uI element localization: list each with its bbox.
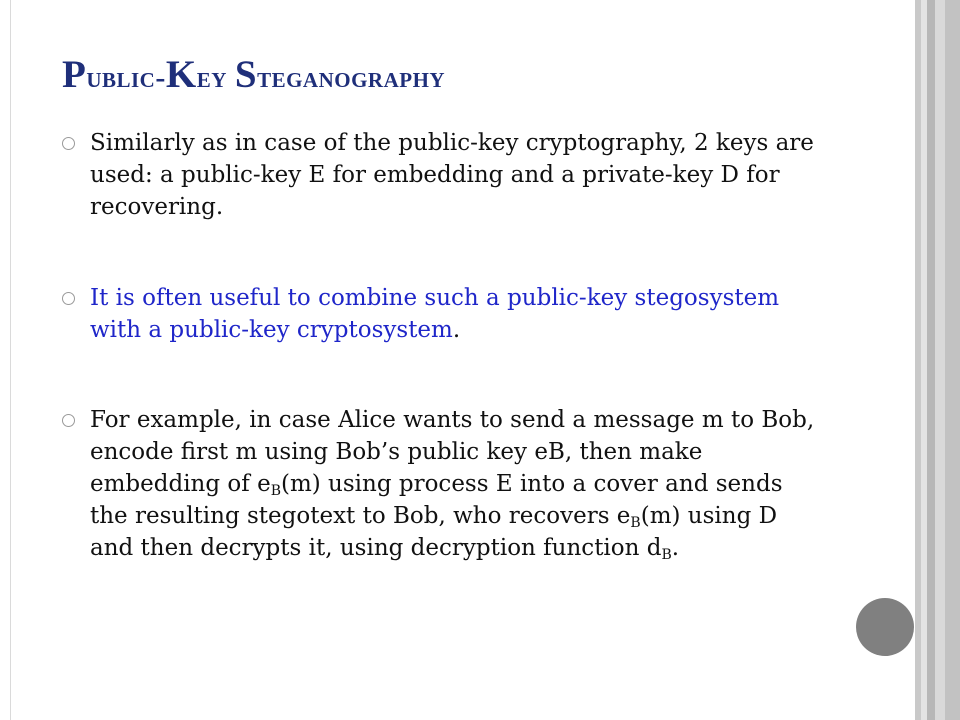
bullet-text: Similarly as in case of the public-key cryptography, 2 keys are used: a public-key E for embedding and a private-key D for recovering. xyxy=(90,130,814,220)
side-bar-3 xyxy=(927,0,935,720)
bullet-text: For example, in case Alice wants to send a message m to Bob, encode first m using Bob’s public key eB, then make embedding of $e_B(m)$ using process E into a cover and sends the resulting stegotext to Bob, who recovers $e_B(m)$ using D and then decrypts it, using decryption function $d_B$. xyxy=(90,407,815,563)
bullet-circle-icon xyxy=(62,292,75,305)
side-bar-4 xyxy=(935,0,945,720)
left-border-line xyxy=(10,0,11,720)
bullet-item xyxy=(62,404,822,564)
bullet-item xyxy=(62,127,822,223)
bullet-text xyxy=(90,282,822,346)
bullet-circle-icon xyxy=(62,137,75,150)
bullet-circle-icon xyxy=(62,414,75,427)
circle-navigation-button[interactable] xyxy=(856,598,914,656)
period: . xyxy=(452,317,461,343)
bullet-item xyxy=(62,282,822,346)
slide-title: Public-Key Steganography xyxy=(62,53,446,96)
highlighted-text: It is often useful to combine such a public-key stegosystem with a public-key cryptosystem xyxy=(90,285,780,343)
side-bar-5 xyxy=(945,0,960,720)
